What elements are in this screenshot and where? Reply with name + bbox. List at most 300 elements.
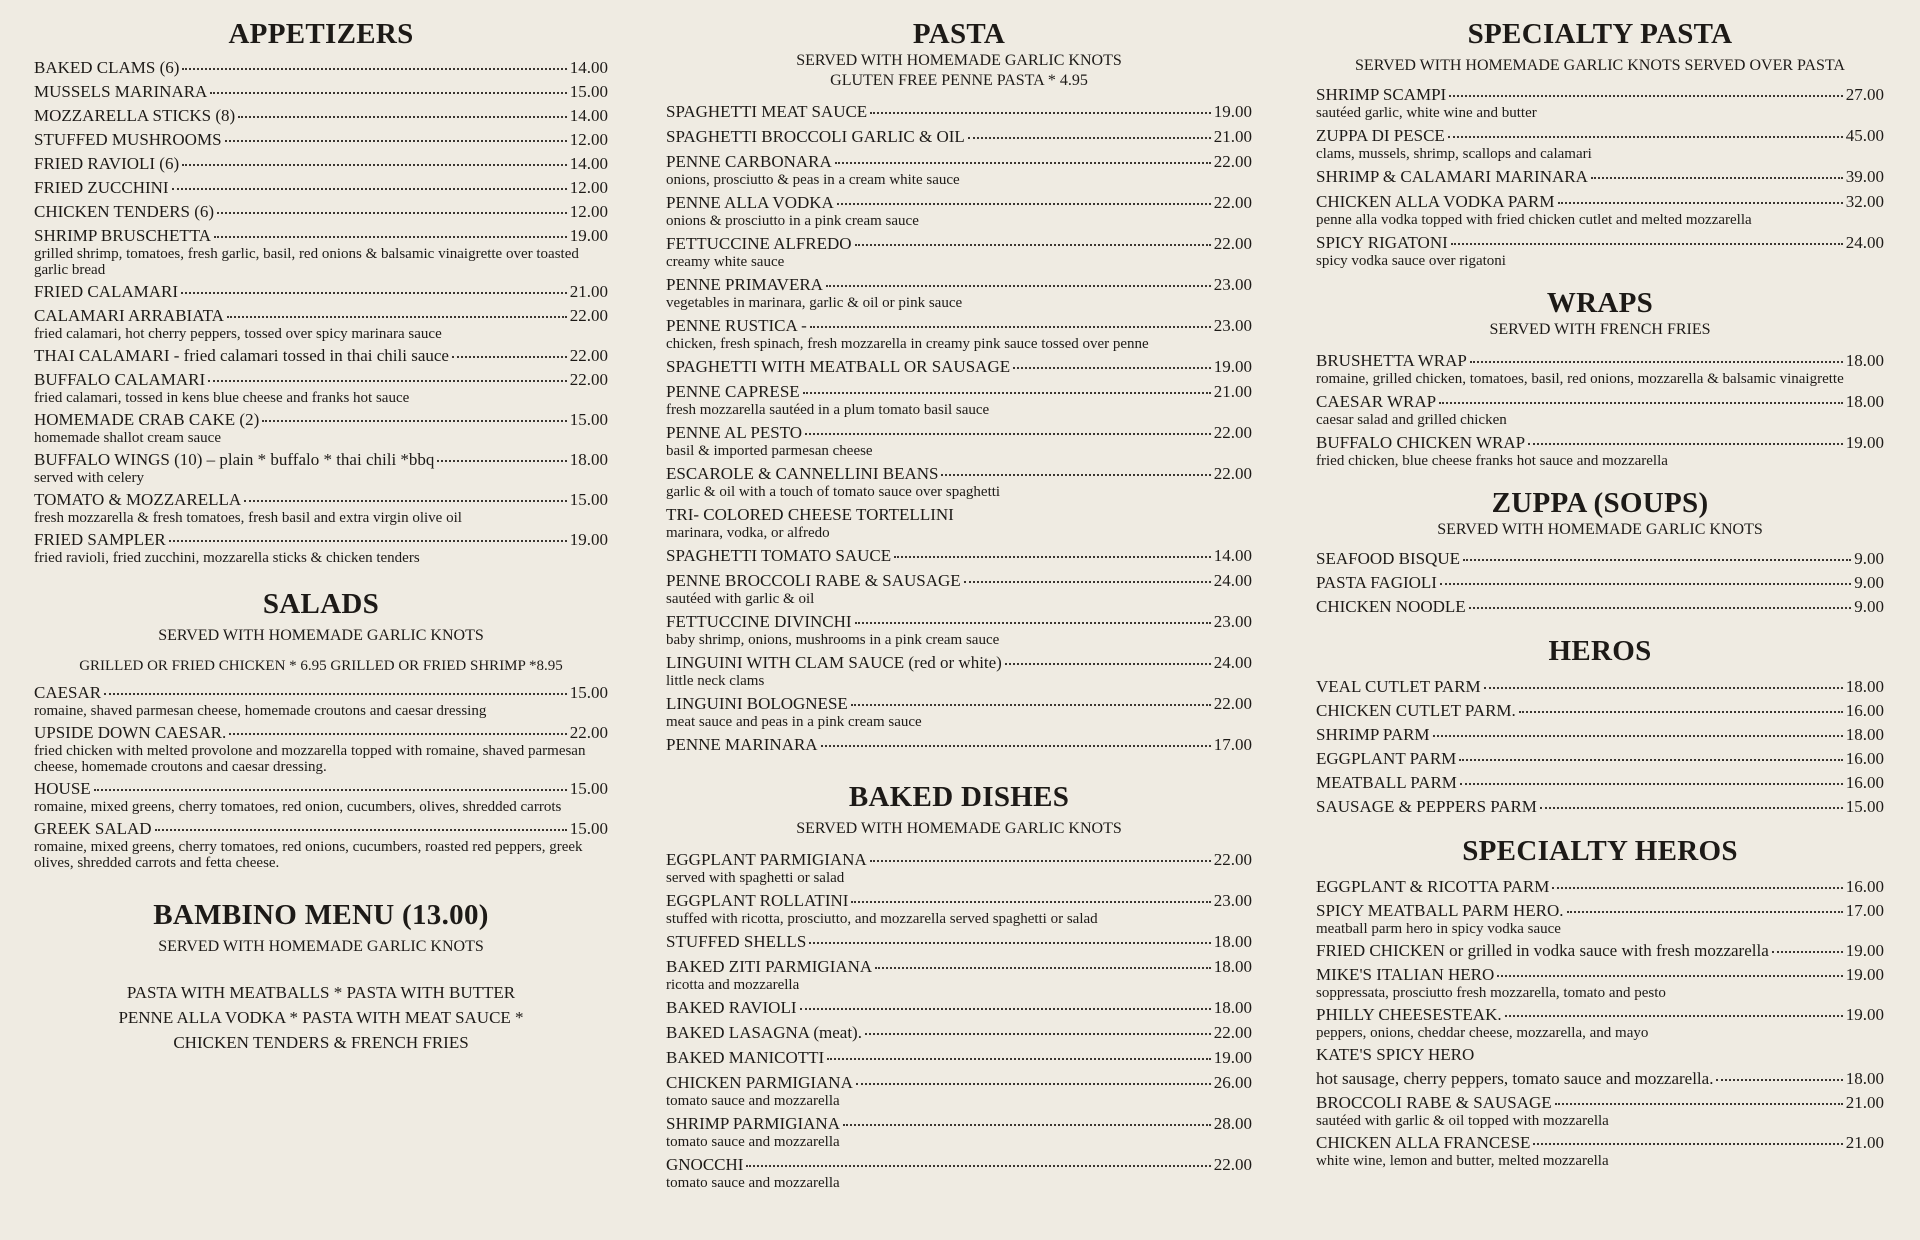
section-title-zuppa: ZUPPA (SOUPS): [1491, 487, 1709, 519]
menu-item-line: [34, 306, 608, 326]
menu-item-line: [666, 571, 1252, 591]
menu-item: [34, 130, 608, 150]
menu-item-line: [666, 1155, 1252, 1175]
menu-item-name: EGGPLANT ROLLATINI: [666, 891, 849, 910]
menu-item-line: [34, 58, 608, 78]
dot-leader: [1772, 950, 1843, 953]
menu-item: [34, 819, 608, 871]
menu-list: [666, 850, 1252, 1191]
menu-item-description: chicken, fresh spinach, fresh mozzarella in creamy pink sauce tossed over penne: [666, 336, 1149, 352]
menu-item-name: SAUSAGE & PEPPERS PARM: [1316, 797, 1537, 816]
menu-item-name: SPICY RIGATONI: [1316, 233, 1448, 252]
menu-item-description: tomato sauce and mozzarella: [666, 1134, 840, 1150]
menu-item-line: [1316, 701, 1884, 721]
menu-item-description: meatball parm hero in spicy vodka sauce: [1316, 921, 1561, 937]
menu-item-name: HOUSE: [34, 779, 91, 798]
menu-item-line: [1316, 433, 1884, 453]
dot-leader: [1558, 201, 1843, 204]
menu-item-line: [34, 202, 608, 222]
section-subtitle: SERVED WITH HOMEMADE GARLIC KNOTS: [158, 627, 484, 644]
menu-item-line: [34, 530, 608, 550]
menu-item-name: FRIED RAVIOLI (6): [34, 154, 180, 173]
menu-item-description: peppers, onions, cheddar cheese, mozzarella, and mayo: [1316, 1025, 1649, 1041]
dot-leader: [452, 355, 567, 358]
menu-item-name: SHRIMP SCAMPI: [1316, 85, 1447, 104]
menu-item-description: baby shrimp, onions, mushrooms in a pink cream sauce: [666, 632, 1000, 648]
menu-item-price: 45.00: [1845, 126, 1884, 145]
menu-item-name: BRUSHETTA WRAP: [1316, 351, 1467, 370]
menu-item-price: 23.00: [1213, 316, 1252, 335]
menu-item-name: BAKED MANICOTTI: [666, 1048, 825, 1067]
menu-item-name: PHILLY CHEESESTEAK.: [1316, 1005, 1502, 1024]
menu-item: [666, 571, 1252, 607]
menu-item-description: little neck clams: [666, 673, 765, 689]
dot-leader: [851, 900, 1210, 903]
menu-item-line: [1316, 877, 1884, 897]
menu-item-line: [34, 683, 608, 703]
menu-item-line: [666, 735, 1252, 755]
menu-item-line: [34, 819, 608, 839]
menu-item-price: 26.00: [1213, 1073, 1252, 1092]
menu-item-price: 23.00: [1213, 891, 1252, 910]
menu-item: [666, 464, 1252, 500]
menu-item: [1316, 167, 1884, 187]
menu-item-description: romaine, mixed greens, cherry tomatoes, red onions, cucumbers, roasted red peppers, greek olives, shredded carrots and fetta cheese.: [34, 839, 583, 871]
menu-item-name: BUFFALO CHICKEN WRAP: [1316, 433, 1526, 452]
dot-leader: [821, 744, 1211, 747]
dot-leader: [1433, 734, 1843, 737]
menu-item-line: [1316, 192, 1884, 212]
menu-item-description: fresh mozzarella & fresh tomatoes, fresh basil and extra virgin olive oil: [34, 510, 462, 526]
menu-item-name: CAESAR WRAP: [1316, 392, 1437, 411]
menu-item-price: 18.00: [569, 450, 608, 469]
menu-item-line: [1316, 797, 1884, 817]
section-title-heros: HEROS: [1548, 635, 1652, 667]
menu-item-line: [34, 723, 608, 743]
menu-list: [1316, 85, 1884, 269]
menu-item-price: 19.00: [1845, 941, 1884, 960]
menu-item-price: 32.00: [1845, 192, 1884, 211]
menu-item-line: [34, 410, 608, 430]
menu-item-price: 22.00: [1213, 464, 1252, 483]
dot-leader: [1519, 710, 1843, 713]
menu-item-name: MUSSELS MARINARA: [34, 82, 208, 101]
dot-leader: [1448, 135, 1843, 138]
menu-item-price: 22.00: [1213, 234, 1252, 253]
menu-item-description: soppressata, prosciutto fresh mozzarella, tomato and pesto: [1316, 985, 1666, 1001]
menu-item-name: PENNE RUSTICA -: [666, 316, 807, 335]
menu-item-price: 19.00: [569, 530, 608, 549]
menu-item: [666, 275, 1252, 311]
menu-item: [34, 779, 608, 815]
menu-item-price: 16.00: [1845, 773, 1884, 792]
dot-leader: [1540, 806, 1843, 809]
dot-leader: [843, 1123, 1211, 1126]
bambino-line: CHICKEN TENDERS & FRENCH FRIES: [173, 1033, 469, 1052]
dot-leader: [856, 1082, 1211, 1085]
menu-item-description: vegetables in marinara, garlic & oil or pink sauce: [666, 295, 963, 311]
menu-item-name: SPAGHETTI BROCCOLI GARLIC & OIL: [666, 127, 965, 146]
menu-item: [34, 202, 608, 222]
section-subtitle: SERVED WITH HOMEMADE GARLIC KNOTS: [1437, 521, 1763, 538]
menu-item-line: [34, 450, 608, 470]
menu-list: [1316, 677, 1884, 817]
bambino-line: PENNE ALLA VODKA * PASTA WITH MEAT SAUCE *: [118, 1008, 524, 1027]
menu-item-line: [1316, 941, 1884, 961]
menu-item: [666, 505, 1252, 541]
menu-item-name: BAKED CLAMS (6): [34, 58, 180, 77]
menu-item-price: 19.00: [1213, 1048, 1252, 1067]
menu-item-name: MEATBALL PARM: [1316, 773, 1457, 792]
menu-item: [1316, 725, 1884, 745]
menu-item: [666, 234, 1252, 270]
menu-item-price: 22.00: [1213, 850, 1252, 869]
menu-item-name: MOZZARELLA STICKS (8): [34, 106, 236, 125]
menu-item-description: penne alla vodka topped with fried chicken cutlet and melted mozzarella: [1316, 212, 1752, 228]
menu-item-price: 22.00: [1213, 152, 1252, 171]
menu-item-name: PENNE PRIMAVERA: [666, 275, 823, 294]
menu-item-line: [1316, 1069, 1884, 1089]
menu-item-description: stuffed with ricotta, prosciutto, and mozzarella served spaghetti or salad: [666, 911, 1098, 927]
menu-item-name: hot sausage, cherry peppers, tomato sauce and mozzarella.: [1316, 1069, 1714, 1088]
section-title-salads: SALADS: [262, 588, 380, 620]
section-subtitle: SERVED WITH HOMEMADE GARLIC KNOTS: [796, 52, 1122, 69]
menu-list: [1316, 877, 1884, 1169]
menu-item: [1316, 1093, 1884, 1129]
menu-item: [34, 683, 608, 719]
menu-item-price: 15.00: [569, 82, 608, 101]
menu-item-price: 12.00: [569, 178, 608, 197]
bambino-line: PASTA WITH MEATBALLS * PASTA WITH BUTTER: [126, 983, 516, 1002]
heros-section: [1316, 635, 1884, 817]
menu-item-name: SHRIMP & CALAMARI MARINARA: [1316, 167, 1588, 186]
menu-item-price: 22.00: [569, 370, 608, 389]
menu-item-description: onions, prosciutto & peas in a cream white sauce: [666, 172, 960, 188]
menu-item-line: [1316, 597, 1884, 617]
dot-leader: [875, 966, 1211, 969]
menu-item: [666, 423, 1252, 459]
menu-item: [666, 152, 1252, 188]
menu-item-line: [1316, 1093, 1884, 1113]
zuppa-section: [1316, 487, 1884, 617]
menu-item: [1316, 597, 1884, 617]
menu-item-price: 39.00: [1845, 167, 1884, 186]
menu-item-name: BUFFALO WINGS (10) – plain * buffalo * thai chili *bbq: [34, 450, 435, 469]
menu-item: [1316, 392, 1884, 428]
section-title-specialty-pasta: SPECIALTY PASTA: [1467, 18, 1733, 50]
dot-leader: [1555, 1102, 1843, 1105]
appetizers-section: [34, 18, 608, 566]
menu-item-description: spicy vodka sauce over rigatoni: [1316, 253, 1506, 269]
menu-item-price: 9.00: [1854, 597, 1884, 616]
menu-item-line: [34, 346, 608, 366]
menu-item-name: BUFFALO CALAMARI: [34, 370, 206, 389]
menu-item-line: [666, 1114, 1252, 1134]
menu-item-line: [1316, 1045, 1884, 1065]
menu-item-price: 16.00: [1845, 701, 1884, 720]
menu-item-name: CHICKEN ALLA FRANCESE: [1316, 1133, 1531, 1152]
menu-item: [666, 1155, 1252, 1191]
menu-item-price: 15.00: [1845, 797, 1884, 816]
menu-item-name: EGGPLANT & RICOTTA PARM: [1316, 877, 1550, 896]
menu-item-price: 12.00: [569, 202, 608, 221]
dot-leader: [1469, 606, 1852, 609]
menu-item-line: [34, 282, 608, 302]
menu-item-line: [666, 957, 1252, 977]
dot-leader: [1567, 910, 1843, 913]
dot-leader: [851, 703, 1211, 706]
menu-item-description: onions & prosciutto in a pink cream sauce: [666, 213, 919, 229]
menu-item-line: [1316, 167, 1884, 187]
dot-leader: [1497, 974, 1842, 977]
dot-leader: [227, 315, 567, 318]
menu-item-name: SEAFOOD BISQUE: [1316, 549, 1461, 568]
menu-item-price: 18.00: [1845, 725, 1884, 744]
dot-leader: [1463, 558, 1851, 561]
menu-item-name: SHRIMP PARMIGIANA: [666, 1114, 840, 1133]
menu-item-price: 22.00: [1213, 193, 1252, 212]
menu-item-line: [666, 505, 1252, 525]
menu-item: [666, 193, 1252, 229]
menu-item-name: LINGUINI BOLOGNESE: [666, 694, 848, 713]
menu-item-description: fried calamari, hot cherry peppers, tossed over spicy marinara sauce: [34, 326, 442, 342]
dot-leader: [1440, 582, 1851, 585]
dot-leader: [870, 859, 1211, 862]
menu-item-name: PENNE MARINARA: [666, 735, 818, 754]
specialty-heros-section: [1316, 835, 1884, 1169]
menu-item: [666, 850, 1252, 886]
menu-item-description: basil & imported parmesan cheese: [666, 443, 873, 459]
dot-leader: [104, 692, 567, 695]
menu-item-price: 22.00: [1213, 423, 1252, 442]
menu-item-description: fried chicken with melted provolone and mozzarella topped with romaine, shaved parmesan cheese, homemade croutons and caesar dressing.: [34, 743, 586, 775]
dot-leader: [894, 555, 1211, 558]
menu-item-line: [666, 653, 1252, 673]
menu-column-right: [1316, 18, 1884, 1187]
menu-item: [1316, 677, 1884, 697]
section-subtitle: SERVED WITH HOMEMADE GARLIC KNOTS: [158, 938, 484, 955]
menu-item: [1316, 749, 1884, 769]
menu-item-price: 14.00: [1213, 546, 1252, 565]
menu-item-line: [34, 130, 608, 150]
menu-item: [34, 106, 608, 126]
dot-leader: [181, 291, 567, 294]
dot-leader: [805, 432, 1211, 435]
menu-item-line: [34, 226, 608, 246]
menu-item-description: grilled shrimp, tomatoes, fresh garlic, basil, red onions & balsamic vinaigrette over toasted garlic bread: [34, 246, 579, 278]
menu-item-price: 19.00: [569, 226, 608, 245]
menu-item-line: [34, 154, 608, 174]
dot-leader: [1451, 242, 1843, 245]
salad-addons: GRILLED OR FRIED CHICKEN * 6.95 GRILLED OR FRIED SHRIMP *8.95: [79, 658, 563, 674]
menu-item-line: [1316, 749, 1884, 769]
menu-item: [666, 1073, 1252, 1109]
menu-item-line: [666, 423, 1252, 443]
dot-leader: [1533, 1142, 1842, 1145]
menu-item: [1316, 941, 1884, 961]
menu-item-name: FRIED CHICKEN or grilled in vodka sauce with fresh mozzarella: [1316, 941, 1769, 960]
menu-item: [666, 382, 1252, 418]
section-subtitle: SERVED WITH HOMEMADE GARLIC KNOTS SERVED OVER PASTA: [1355, 57, 1845, 74]
menu-list: [1316, 549, 1884, 617]
dot-leader: [870, 111, 1211, 114]
menu-item-price: 19.00: [1845, 433, 1884, 452]
menu-item-price: 23.00: [1213, 275, 1252, 294]
menu-item-name: BAKED ZITI PARMIGIANA: [666, 957, 873, 976]
menu-item-line: [666, 1023, 1252, 1043]
menu-item-description: fried chicken, blue cheese franks hot sauce and mozzarella: [1316, 453, 1668, 469]
menu-item: [1316, 773, 1884, 793]
dot-leader: [1449, 94, 1843, 97]
dot-leader: [826, 284, 1211, 287]
menu-item-price: 15.00: [569, 779, 608, 798]
dot-leader: [437, 459, 566, 462]
menu-item-price: 21.00: [1213, 127, 1252, 146]
menu-item-price: 18.00: [1845, 1069, 1884, 1088]
menu-item-line: [666, 850, 1252, 870]
dot-leader: [1552, 886, 1842, 889]
menu-item-description: ricotta and mozzarella: [666, 977, 800, 993]
menu-item-description: romaine, mixed greens, cherry tomatoes, red onion, cucumbers, olives, shredded carrots: [34, 799, 562, 815]
menu-item-price: 19.00: [1213, 102, 1252, 121]
dot-leader: [214, 235, 567, 238]
section-subtitle: SERVED WITH FRENCH FRIES: [1489, 321, 1711, 338]
menu-item-price: 21.00: [1845, 1133, 1884, 1152]
menu-item-line: [34, 82, 608, 102]
menu-item-price: 22.00: [569, 723, 608, 742]
menu-item: [1316, 1005, 1884, 1041]
dot-leader: [172, 187, 567, 190]
menu-item-price: 16.00: [1845, 877, 1884, 896]
menu-item-price: 18.00: [1845, 392, 1884, 411]
menu-item-price: 24.00: [1213, 653, 1252, 672]
dot-leader: [1716, 1078, 1842, 1081]
dot-leader: [855, 621, 1211, 624]
menu-item-description: sautéed with garlic & oil topped with mozzarella: [1316, 1113, 1609, 1129]
menu-item: [1316, 901, 1884, 937]
menu-item: [666, 735, 1252, 755]
menu-item-line: [666, 1048, 1252, 1068]
menu-item: [34, 226, 608, 278]
menu-item-line: [1316, 725, 1884, 745]
menu-item-price: 21.00: [569, 282, 608, 301]
dot-leader: [803, 391, 1211, 394]
menu-item-price: 18.00: [1213, 932, 1252, 951]
menu-item-price: 28.00: [1213, 1114, 1252, 1133]
menu-list: [34, 58, 608, 566]
menu-item-price: 15.00: [569, 819, 608, 838]
menu-list: [34, 683, 608, 871]
menu-item: [666, 891, 1252, 927]
menu-item-line: [666, 612, 1252, 632]
menu-item-line: [1316, 573, 1884, 593]
pasta-section: [666, 18, 1252, 755]
menu-item-description: fresh mozzarella sautéed in a plum tomato basil sauce: [666, 402, 990, 418]
menu-item-description: tomato sauce and mozzarella: [666, 1093, 840, 1109]
menu-item-price: 9.00: [1854, 573, 1884, 592]
menu-item-description: served with spaghetti or salad: [666, 870, 845, 886]
menu-item: [666, 357, 1252, 377]
menu-item-name: PENNE BROCCOLI RABE & SAUSAGE: [666, 571, 961, 590]
menu-item: [34, 178, 608, 198]
dot-leader: [244, 499, 567, 502]
menu-item-description: garlic & oil with a touch of tomato sauce over spaghetti: [666, 484, 1001, 500]
menu-item-line: [666, 998, 1252, 1018]
dot-leader: [809, 941, 1210, 944]
menu-list: [666, 102, 1252, 755]
menu-item-name: KATE'S SPICY HERO: [1316, 1045, 1475, 1064]
menu-item: [1316, 1133, 1884, 1169]
menu-item-name: HOMEMADE CRAB CAKE (2): [34, 410, 260, 429]
menu-item-name: MIKE'S ITALIAN HERO: [1316, 965, 1495, 984]
menu-item: [34, 723, 608, 775]
menu-item: [1316, 877, 1884, 897]
menu-item-price: 17.00: [1845, 901, 1884, 920]
menu-item-name: SHRIMP BRUSCHETTA: [34, 226, 212, 245]
menu-item-price: 15.00: [569, 683, 608, 702]
dot-leader: [182, 67, 566, 70]
menu-item-name: EGGPLANT PARM: [1316, 749, 1457, 768]
dot-leader: [1591, 176, 1843, 179]
menu-item-name: BAKED LASAGNA (meat).: [666, 1023, 862, 1042]
dot-leader: [968, 136, 1211, 139]
menu-item-name: ESCAROLE & CANNELLINI BEANS: [666, 464, 939, 483]
menu-item-name: BROCCOLI RABE & SAUSAGE: [1316, 1093, 1552, 1112]
dot-leader: [238, 115, 567, 118]
menu-item: [666, 102, 1252, 122]
dot-leader: [1528, 442, 1843, 445]
menu-item: [1316, 433, 1884, 469]
menu-item-line: [1316, 126, 1884, 146]
menu-item: [666, 127, 1252, 147]
menu-item-name: SPAGHETTI WITH MEATBALL OR SAUSAGE: [666, 357, 1011, 376]
menu-item-description: fried calamari, tossed in kens blue cheese and franks hot sauce: [34, 390, 410, 406]
menu-item-line: [1316, 677, 1884, 697]
menu-list: [1316, 351, 1884, 469]
menu-item-name: PENNE AL PESTO: [666, 423, 803, 442]
dot-leader: [155, 828, 567, 831]
dot-leader: [1459, 758, 1842, 761]
menu-item-line: [666, 382, 1252, 402]
menu-item-line: [666, 932, 1252, 952]
dot-leader: [835, 161, 1211, 164]
menu-item-name: PASTA FAGIOLI: [1316, 573, 1437, 592]
menu-item-line: [666, 102, 1252, 122]
menu-item-price: 18.00: [1213, 957, 1252, 976]
menu-item-name: TRI- COLORED CHEESE TORTELLINI: [666, 505, 954, 524]
menu-item-price: 21.00: [1845, 1093, 1884, 1112]
menu-item-description: homemade shallot cream sauce: [34, 430, 222, 446]
menu-item-description: fried ravioli, fried zucchini, mozzarella sticks & chicken tenders: [34, 550, 420, 566]
menu-item: [1316, 573, 1884, 593]
menu-item-price: 19.00: [1845, 1005, 1884, 1024]
menu-item: [666, 1023, 1252, 1043]
menu-item-line: [1316, 351, 1884, 371]
wraps-section: [1316, 287, 1884, 469]
menu-item-name: CHICKEN ALLA VODKA PARM: [1316, 192, 1555, 211]
dot-leader: [217, 211, 567, 214]
baked-dishes-section: [666, 781, 1252, 1191]
menu-item-price: 12.00: [569, 130, 608, 149]
dot-leader: [827, 1057, 1211, 1060]
section-subtitle-gluten-free: GLUTEN FREE PENNE PASTA * 4.95: [830, 72, 1088, 89]
menu-item: [666, 932, 1252, 952]
menu-item: [1316, 192, 1884, 228]
menu-item-price: 15.00: [569, 410, 608, 429]
menu-item: [1316, 126, 1884, 162]
menu-item-name: FRIED ZUCCHINI: [34, 178, 169, 197]
menu-item-line: [1316, 901, 1884, 921]
